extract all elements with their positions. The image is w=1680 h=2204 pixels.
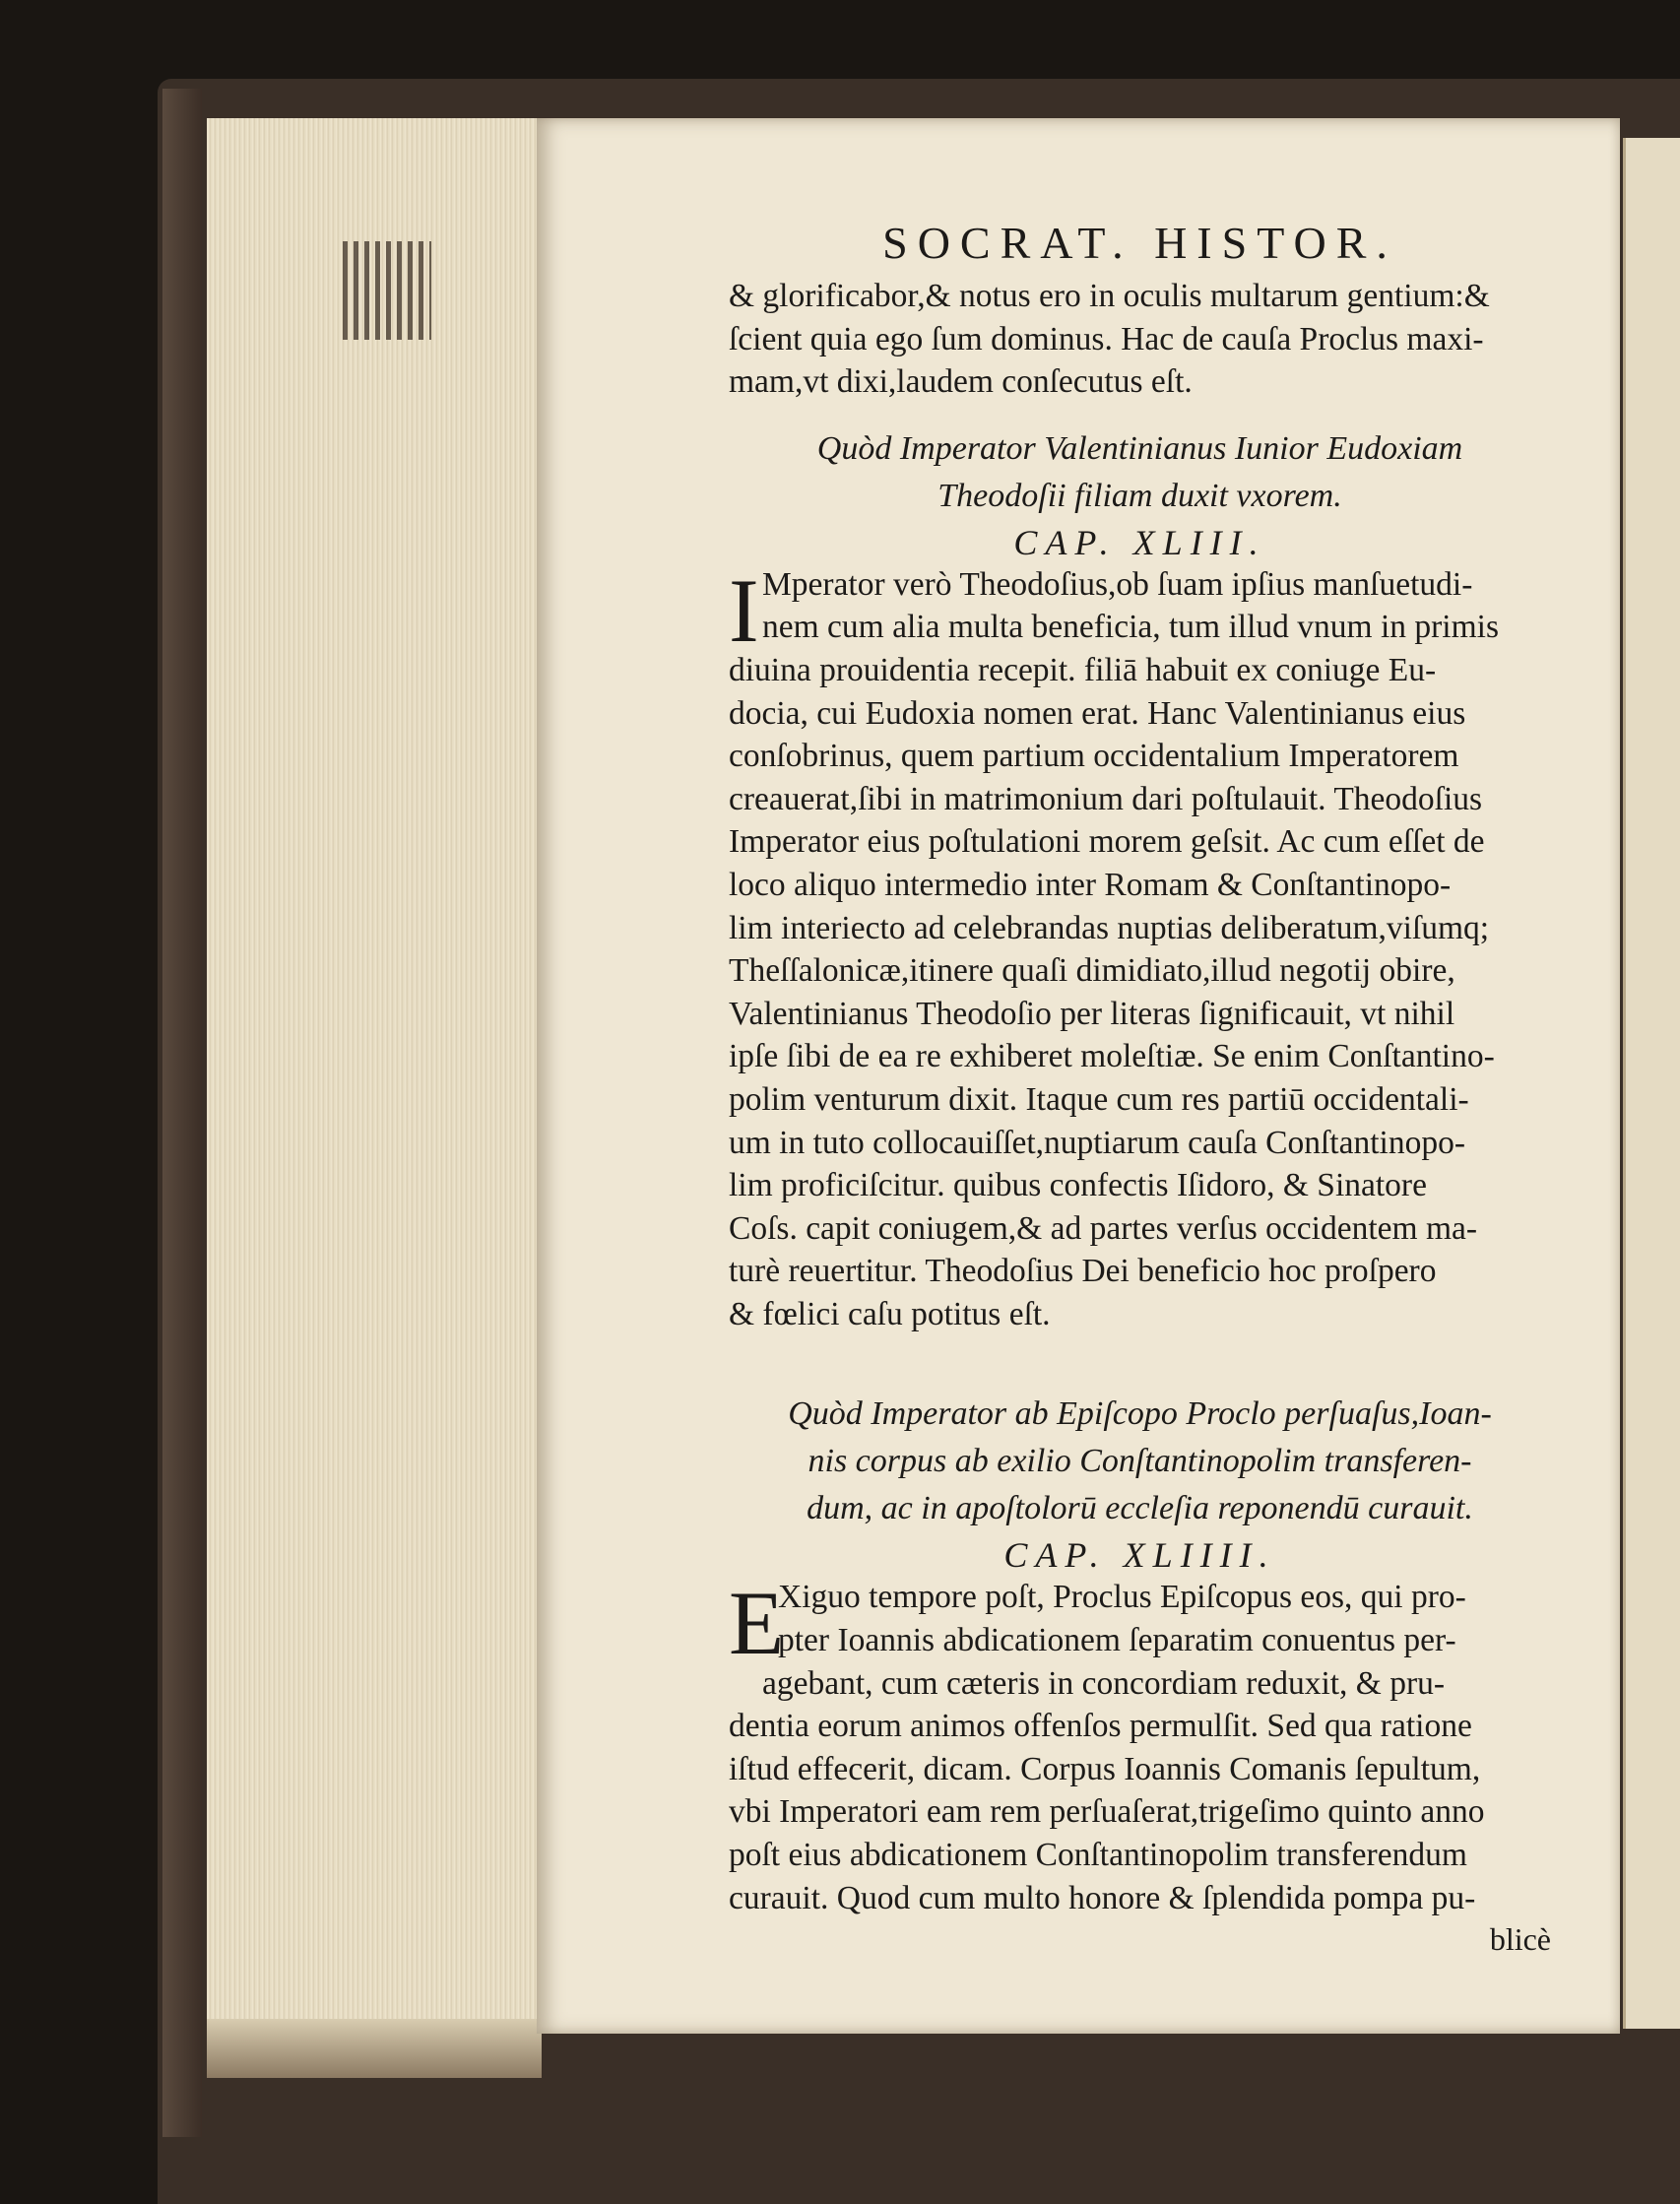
opening-text — [729, 275, 1551, 404]
text-line: pter Ioannis abdicationem ſeparatim conuentus per- — [778, 1622, 1456, 1659]
text-line: curauit. Quod cum multo honore & ſplendida pompa pu- — [729, 1879, 1476, 1916]
title-line: dum, ac in apoſtolorū eccleſia reponendū curauit. — [807, 1490, 1473, 1527]
text-line: poſt eius abdicationem Conſtantinopolim transferendum — [729, 1837, 1467, 1874]
catchword: blicè — [1489, 1921, 1551, 1958]
text-line: lim proficiſcitur. quibus confectis Iſidoro, & Sinatore — [729, 1167, 1427, 1204]
text-line: creauerat,ſibi in matrimonium dari poſtulauit. Theodoſius — [729, 780, 1483, 817]
text-line: nem cum alia multa beneficia, tum illud vnum in primis — [762, 609, 1500, 646]
text-line: vbi Imperatori eam rem perſuaſerat,trigeſimo quinto anno — [729, 1793, 1485, 1831]
text-line: iſtud effecerit, dicam. Corpus Ioannis Comanis ſepultum, — [729, 1750, 1481, 1787]
chapter-43-text — [729, 559, 1551, 1336]
text-line: & fœlici caſu potitus eſt. — [729, 1295, 1051, 1332]
chapter-44-title — [729, 1391, 1551, 1532]
text-line: Xiguo tempore poſt, Proclus Epiſcopus eos, qui pro- — [778, 1579, 1466, 1616]
text-line: ipſe ſibi de ea re exhiberet moleſtiæ. Se enim Conſtantino- — [729, 1038, 1495, 1075]
text-line: docia, cui Eudoxia nomen erat. Hanc Valentinianus eius — [729, 694, 1466, 732]
title-line: nis corpus ab exilio Conſtantinopolim transferen- — [808, 1443, 1472, 1480]
text-line: diuina prouidentia recepit. filiā habuit ex coniuge Eu- — [729, 651, 1437, 688]
chapter-44-number: CAP. XLIIII. — [1003, 1535, 1276, 1576]
text-line: Mperator verò Theodoſius,ob ſuam ipſius manſuetudi- — [762, 565, 1473, 603]
page-stack-bottom — [207, 2019, 542, 2078]
edge-marking — [343, 241, 431, 340]
text-line: & glorificabor,& notus ero in oculis multarum gentium:& — [729, 278, 1490, 314]
text-line: Valentinianus Theodoſio per literas ſignificauit, vt nihil — [729, 995, 1455, 1032]
text-line: Imperator eius poſtulationi morem geſsit. Ac cum eſſet de — [729, 823, 1485, 861]
title-line: Theodoſii filiam duxit vxorem. — [937, 477, 1342, 514]
drop-cap: E — [729, 1573, 785, 1674]
page-stack — [207, 118, 544, 2019]
chapter-44-text — [729, 1573, 1551, 1919]
text-line: conſobrinus, quem partium occidentalium Imperatorem — [729, 738, 1459, 775]
text-line: Theſſalonicæ,itinere quaſi dimidiato,illud negotij obire, — [729, 952, 1455, 990]
text-line: polim venturum dixit. Itaque cum res partiū occidentali- — [729, 1080, 1469, 1118]
book-spine-edge — [162, 89, 202, 2137]
chapter-43-title — [729, 425, 1551, 520]
text-line: Coſs. capit coniugem,& ad partes verſus occidentem ma- — [729, 1209, 1478, 1247]
text-line: turè reuertitur. Theodoſius Dei beneficio hoc proſpero — [729, 1253, 1437, 1290]
page-content — [729, 217, 1551, 1958]
text-line: ſcient quia ego ſum dominus. Hac de cauſa Proclus maxi- — [729, 320, 1484, 357]
text-line: mam,vt dixi,laudem conſecutus eſt. — [729, 363, 1193, 401]
text-line: um in tuto collocauiſſet,nuptiarum cauſa Conſtantinopo- — [729, 1124, 1466, 1161]
facing-page-edge — [1623, 138, 1680, 2029]
text-line: agebant, cum cæteris in concordiam reduxit, & pru- — [762, 1664, 1446, 1702]
title-line: Quòd Imperator Valentinianus Iunior Eudoxiam — [816, 429, 1463, 467]
text-line: dentia eorum animos offenſos permulſit. Sed qua ratione — [729, 1708, 1472, 1745]
text-line: loco aliquo intermedio inter Romam & Conſtantinopo- — [729, 866, 1452, 903]
title-line: Quòd Imperator ab Epiſcopo Proclo perſuaſus,Ioan- — [788, 1395, 1492, 1433]
drop-cap: I — [729, 559, 759, 661]
text-line: lim interiecto ad celebrandas nuptias deliberatum,viſumq; — [729, 909, 1490, 946]
running-head: SOCRAT. HISTOR. — [882, 218, 1397, 268]
chapter-43-number: CAP. XLIII. — [1013, 522, 1266, 562]
